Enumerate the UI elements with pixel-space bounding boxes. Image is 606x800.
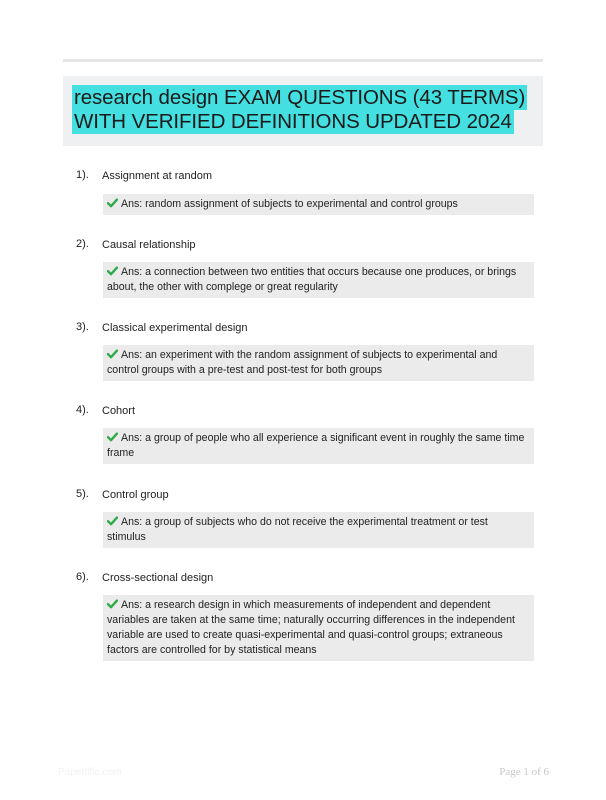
answer-text: Ans: a connection between two entities that occurs because one produces, or brings about, the other with complege or great regularity	[107, 266, 517, 293]
item-number: 5).	[76, 488, 89, 500]
page-number: Page 1 of 6	[499, 766, 549, 778]
answer-box	[103, 345, 534, 381]
item-number: 3).	[76, 321, 89, 333]
answer-box	[103, 512, 534, 548]
answer-text: Ans: an experiment with the random assignment of subjects to experimental and control groups with a pre-test and post-test for both groups	[107, 349, 498, 376]
checkmark-icon	[107, 432, 118, 442]
item-number: 2).	[76, 238, 89, 250]
item-term: Control group	[102, 489, 169, 501]
item-number: 4).	[76, 404, 89, 416]
answer-box	[103, 428, 534, 464]
checkmark-icon	[107, 198, 118, 208]
answer-box	[103, 595, 534, 661]
footer-watermark: Papertific.com	[58, 767, 122, 778]
item-term: Classical experimental design	[102, 322, 248, 334]
item-term: Causal relationship	[102, 239, 196, 251]
item-term: Assignment at random	[102, 170, 213, 182]
title-line-2: WITH VERIFIED DEFINITIONS UPDATED 2024	[74, 110, 512, 133]
checkmark-icon	[107, 266, 118, 276]
checkmark-icon	[107, 599, 118, 609]
answer-box	[103, 194, 534, 215]
item-number: 6).	[76, 571, 89, 583]
item-number: 1).	[76, 169, 89, 181]
item-term: Cross-sectional design	[102, 572, 214, 584]
answer-text: Ans: a group of people who all experience a significant event in roughly the same time frame	[107, 432, 525, 459]
answer-text: Ans: a research design in which measurements of independent and dependent variables are taken at the same time; naturally occurring differences in the independent variable are used to create quasi-experimental and quasi-control groups; extraneous factors are controlled for by statistical means	[107, 599, 515, 656]
item-term: Cohort	[102, 405, 136, 417]
checkmark-icon	[107, 516, 118, 526]
answer-box	[103, 262, 534, 298]
answer-text: Ans: a group of subjects who do not receive the experimental treatment or test stimulus	[107, 516, 488, 543]
answer-text: Ans: random assignment of subjects to experimental and control groups	[121, 198, 458, 210]
title-line-1: research design EXAM QUESTIONS (43 TERMS)	[74, 86, 526, 109]
checkmark-icon	[107, 349, 118, 359]
